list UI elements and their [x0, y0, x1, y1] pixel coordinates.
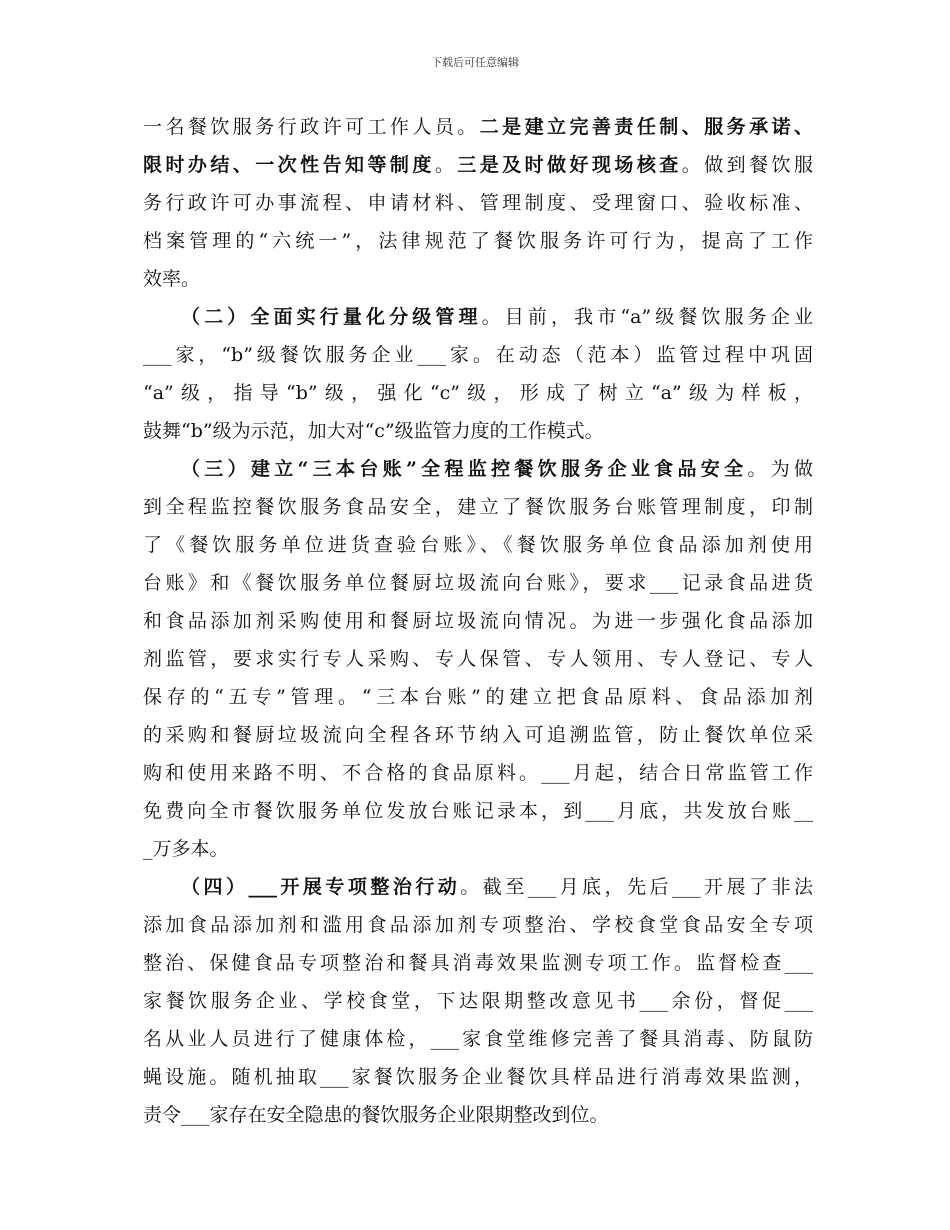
text-line	[143, 374, 813, 412]
bold-text-segment: （二）全面实行量化分级管理	[181, 306, 482, 328]
text-segment: 蝇设施。随机抽取___家餐饮服务企业餐饮具样品进行消毒效果监测，	[143, 1066, 813, 1088]
text-line	[143, 564, 813, 602]
text-line	[143, 108, 813, 146]
text-line	[143, 184, 813, 222]
text-segment: 和食品添加剂采购使用和餐厨垃圾流向情况。为进一步强化食品添加	[143, 610, 813, 632]
bold-text-segment: （三）建立“三本台账”全程监控餐饮服务企业食品安全	[181, 458, 748, 480]
text-line	[143, 754, 813, 792]
text-segment: _万多本。	[143, 838, 229, 860]
text-segment: 务行政许可办事流程、申请材料、管理制度、受理窗口、验收标准、	[143, 192, 813, 214]
text-segment: 的采购和餐厨垃圾流向全程各环节纳入可追溯监管，防止餐饮单位采	[143, 724, 813, 746]
page-header: 下载后可任意编辑	[431, 56, 519, 69]
text-line	[143, 906, 813, 944]
text-line	[143, 868, 813, 906]
text-line	[143, 1058, 813, 1096]
text-segment: ___家，“b”级餐饮服务企业___家。在动态（范本）监管过程中巩固	[143, 344, 813, 366]
text-segment: 台账》和《餐饮服务单位餐厨垃圾流向台账》，要求___记录食品进货	[143, 572, 813, 594]
text-segment: 档案管理的“六统一”，法律规范了餐饮服务许可行为，提高了工作	[143, 230, 813, 252]
text-line	[143, 146, 813, 184]
text-line	[143, 982, 813, 1020]
paragraph-p1	[143, 108, 813, 298]
text-segment: “a”级，指导“b”级，强化“c”级，形成了树立“a”级为样板，	[143, 382, 813, 404]
bold-text-segment: （四）___开展专项整治行动	[181, 876, 461, 898]
text-segment: 名从业人员进行了健康体检，___家食堂维修完善了餐具消毒、防鼠防	[143, 1028, 813, 1050]
text-segment: 鼓舞“b”级为示范，加大对“c”级监管力度的工作模式。	[143, 420, 604, 442]
paragraph-p2	[143, 298, 813, 450]
text-line	[143, 640, 813, 678]
text-segment: 家餐饮服务企业、学校食堂，下达限期整改意见书___余份，督促___	[143, 990, 813, 1012]
text-line	[143, 792, 813, 830]
bold-text-segment: 限时办结、一次性告知等制度	[143, 154, 435, 176]
text-segment: 一名餐饮服务行政许可工作人员。	[143, 116, 480, 138]
text-line	[143, 222, 813, 260]
bold-text-segment: 三是及时做好现场核查	[457, 154, 682, 176]
text-line	[143, 298, 813, 336]
text-segment: 。截至___月底，先后___开展了非法	[460, 876, 813, 898]
text-segment: 效率。	[143, 268, 201, 290]
bold-text-segment: 二是建立完善责任制、服务承诺、	[479, 116, 813, 138]
text-segment: 保存的“五专”管理。“三本台账”的建立把食品原料、食品添加剂	[143, 686, 813, 708]
text-segment: 。目前，我市“a”级餐饮服务企业	[481, 306, 813, 328]
text-segment: 责令___家存在安全隐患的餐饮服务企业限期整改到位。	[143, 1104, 609, 1126]
text-line	[143, 716, 813, 754]
text-line	[143, 260, 813, 298]
text-line	[143, 336, 813, 374]
text-line	[143, 944, 813, 982]
text-segment: 。为做	[747, 458, 813, 480]
text-segment: 。	[434, 154, 458, 176]
paragraph-p4	[143, 868, 813, 1134]
text-line	[143, 1096, 813, 1134]
text-segment: 添加食品添加剂和滥用食品添加剂专项整治、学校食堂食品安全专项	[143, 914, 813, 936]
paragraph-p3	[143, 450, 813, 868]
text-line	[143, 526, 813, 564]
text-segment: 。做到餐饮服	[681, 154, 813, 176]
text-line	[143, 830, 813, 868]
text-line	[143, 412, 813, 450]
text-line	[143, 488, 813, 526]
document-body	[143, 108, 813, 1134]
text-line	[143, 602, 813, 640]
text-segment: 剂监管，要求实行专人采购、专人保管、专人领用、专人登记、专人	[143, 648, 813, 670]
text-segment: 整治、保健食品专项整治和餐具消毒效果监测专项工作。监督检查___	[143, 952, 813, 974]
text-segment: 到全程监控餐饮服务食品安全，建立了餐饮服务台账管理制度，印制	[143, 496, 813, 518]
text-line	[143, 450, 813, 488]
text-segment: 免费向全市餐饮服务单位发放台账记录本，到___月底，共发放台账__	[143, 800, 813, 822]
text-segment: 了《餐饮服务单位进货查验台账》、《餐饮服务单位食品添加剂使用	[143, 534, 813, 556]
text-segment: 购和使用来路不明、不合格的食品原料。___月起，结合日常监管工作	[143, 762, 813, 784]
text-line	[143, 678, 813, 716]
text-line	[143, 1020, 813, 1058]
